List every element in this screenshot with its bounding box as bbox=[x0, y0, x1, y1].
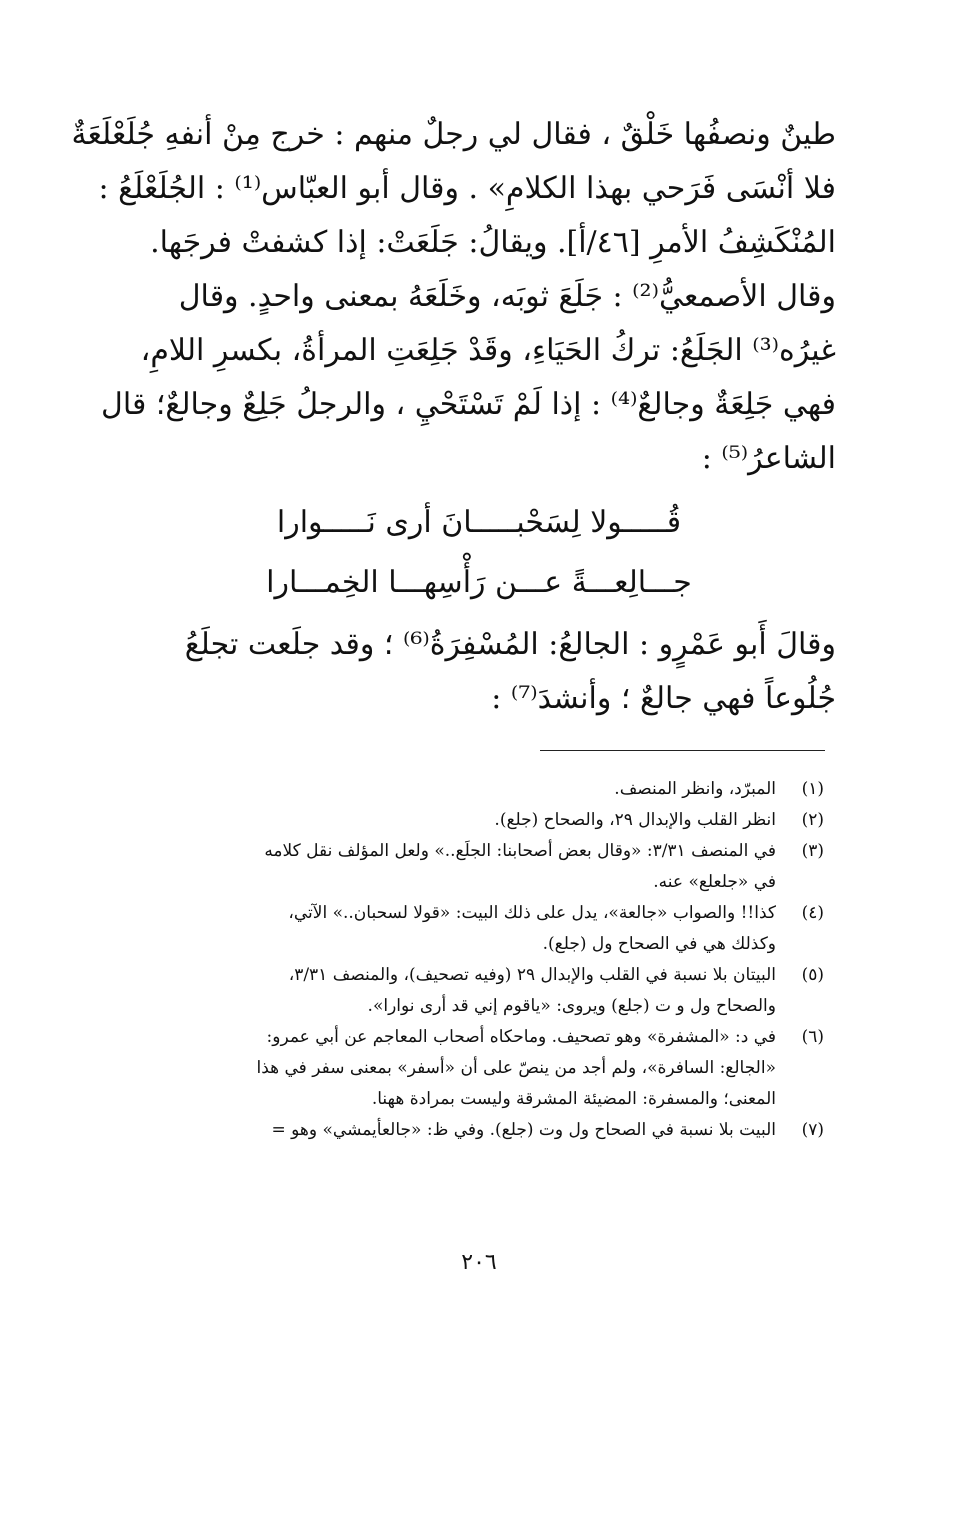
footnote-number: (٧) bbox=[801, 1120, 824, 1140]
footnote-text: البيت بلا نسبة في الصحاح ول وت (جلع). وفي ظ: «جالعأيمشي» وهو = bbox=[271, 1120, 776, 1140]
footnote-text: كذا!! والصواب «جالعة»، يدل على ذلك البيت: «قولا لسحبان..» الآتي، bbox=[288, 903, 776, 923]
continuation-paragraph bbox=[136, 618, 836, 726]
footnote-number: (٥) bbox=[801, 965, 824, 985]
text-line: وقالَ أَبو عَمْرٍو : الجالعُ: المُسْفِرَةُ⁽⁶⁾ ؛ وقد جلَعت تجلَعُ bbox=[184, 627, 836, 662]
footnote-4 bbox=[132, 898, 824, 960]
footnote-text: المبرّد، وانظر المنصف. bbox=[614, 779, 776, 799]
footnote-7 bbox=[132, 1115, 824, 1146]
footnote-1 bbox=[132, 774, 824, 805]
footnote-text: في د: «المشفرة» وهو تصحيف. وماحكاه أصحاب المعاجم عن أبي عمرو: bbox=[266, 1027, 776, 1047]
footnote-text: وكذلك هي في الصحاح ول (جلع). bbox=[542, 934, 776, 954]
footnote-number: (٦) bbox=[801, 1027, 824, 1047]
footnote-text: المعنى؛ والمسفرة: المضيئة المشرقة وليست بمرادة ههنا. bbox=[371, 1089, 776, 1109]
text-line: غيرُه⁽³⁾ الجَلَعُ: تركُ الحَيَاءِ، وقَدْ جَلِعَتِ المرأةُ، بكسرِ اللامِ، bbox=[140, 333, 836, 368]
footnote-5 bbox=[132, 960, 824, 1022]
footnote-6 bbox=[132, 1022, 824, 1115]
footnote-text: والصحاح ول و ت (جلع) ويروى: «ياقوم إني قد أرى نوارا». bbox=[367, 996, 776, 1016]
text-line: طينٌ ونصفُها خَلْقٌ ، فقال لي رجلٌ منهم : خرج مِنْ أنفهِ جُلَعْلَعَةٌ bbox=[71, 117, 836, 152]
text-line: وقال الأصمعيُّ⁽²⁾ : جَلَعَ ثوبَه، وخَلَعَهُ بمعنى واحدٍ. وقال bbox=[178, 279, 836, 314]
footnote-text: في المنصف ٣/٣١: «وقال بعض أصحابنا: الجلَع..» ولعل المؤلف نقل كلامه bbox=[264, 841, 776, 861]
footnote-text: انظر القلب والإبدال ٢٩، والصحاح (جلع). bbox=[494, 810, 776, 830]
footnote-separator bbox=[540, 750, 825, 751]
main-paragraph bbox=[71, 108, 836, 486]
text-line: المُنْكَشِفُ الأمرِ [٤٦/أ]. ويقالُ: جَلَعَتْ: إذا كشفتْ فرجَها. bbox=[150, 225, 836, 260]
footnote-number: (٢) bbox=[801, 810, 824, 830]
footnote-number: (٤) bbox=[801, 903, 824, 923]
text-line: جُلُوعاً فهي جالعٌ ؛ وأنشدَ⁽⁷⁾ : bbox=[491, 681, 836, 716]
text-line: فلا أنْسَى فَرَحي بهذا الكلامِ» . وقال أبو العبّاس⁽¹⁾ : الجُلَعْلَعُ : bbox=[98, 171, 836, 206]
footnote-2 bbox=[132, 805, 824, 836]
poem-verse-second: جـــالِعـــةً عـــن رَأْسِهـــا الخِمـــارا bbox=[266, 565, 692, 600]
footnote-text: في «جلعلع» عنه. bbox=[653, 872, 776, 892]
footnote-number: (٣) bbox=[801, 841, 824, 861]
footnote-3 bbox=[132, 836, 824, 898]
footnotes bbox=[132, 774, 824, 1146]
page-number: ٢٠٦ bbox=[461, 1250, 497, 1275]
text-line: الشاعرُ⁽⁵⁾ : bbox=[701, 441, 836, 476]
footnote-number: (١) bbox=[801, 779, 824, 799]
footnote-text: «الجالع: السافرة»، ولم أجد من ينصّ على أن «أسفر» بمعنى سفر في هذا bbox=[256, 1058, 776, 1078]
text-line: فهي جَلِعَةٌ وجالعٌ⁽⁴⁾ : إذا لَمْ تَسْتَحْيِ ، والرجلُ جَلِعٌ وجالعٌ؛ قال bbox=[101, 387, 836, 422]
footnote-text: البيتان بلا نسبة في القلب والإبدال ٢٩ (وفيه تصحيف)، والمنصف ٣/٣١، bbox=[288, 965, 776, 985]
poem-verse-first: قُـــــولا لِسَحْبـــــانَ أرى نَـــــوارا bbox=[276, 505, 682, 540]
